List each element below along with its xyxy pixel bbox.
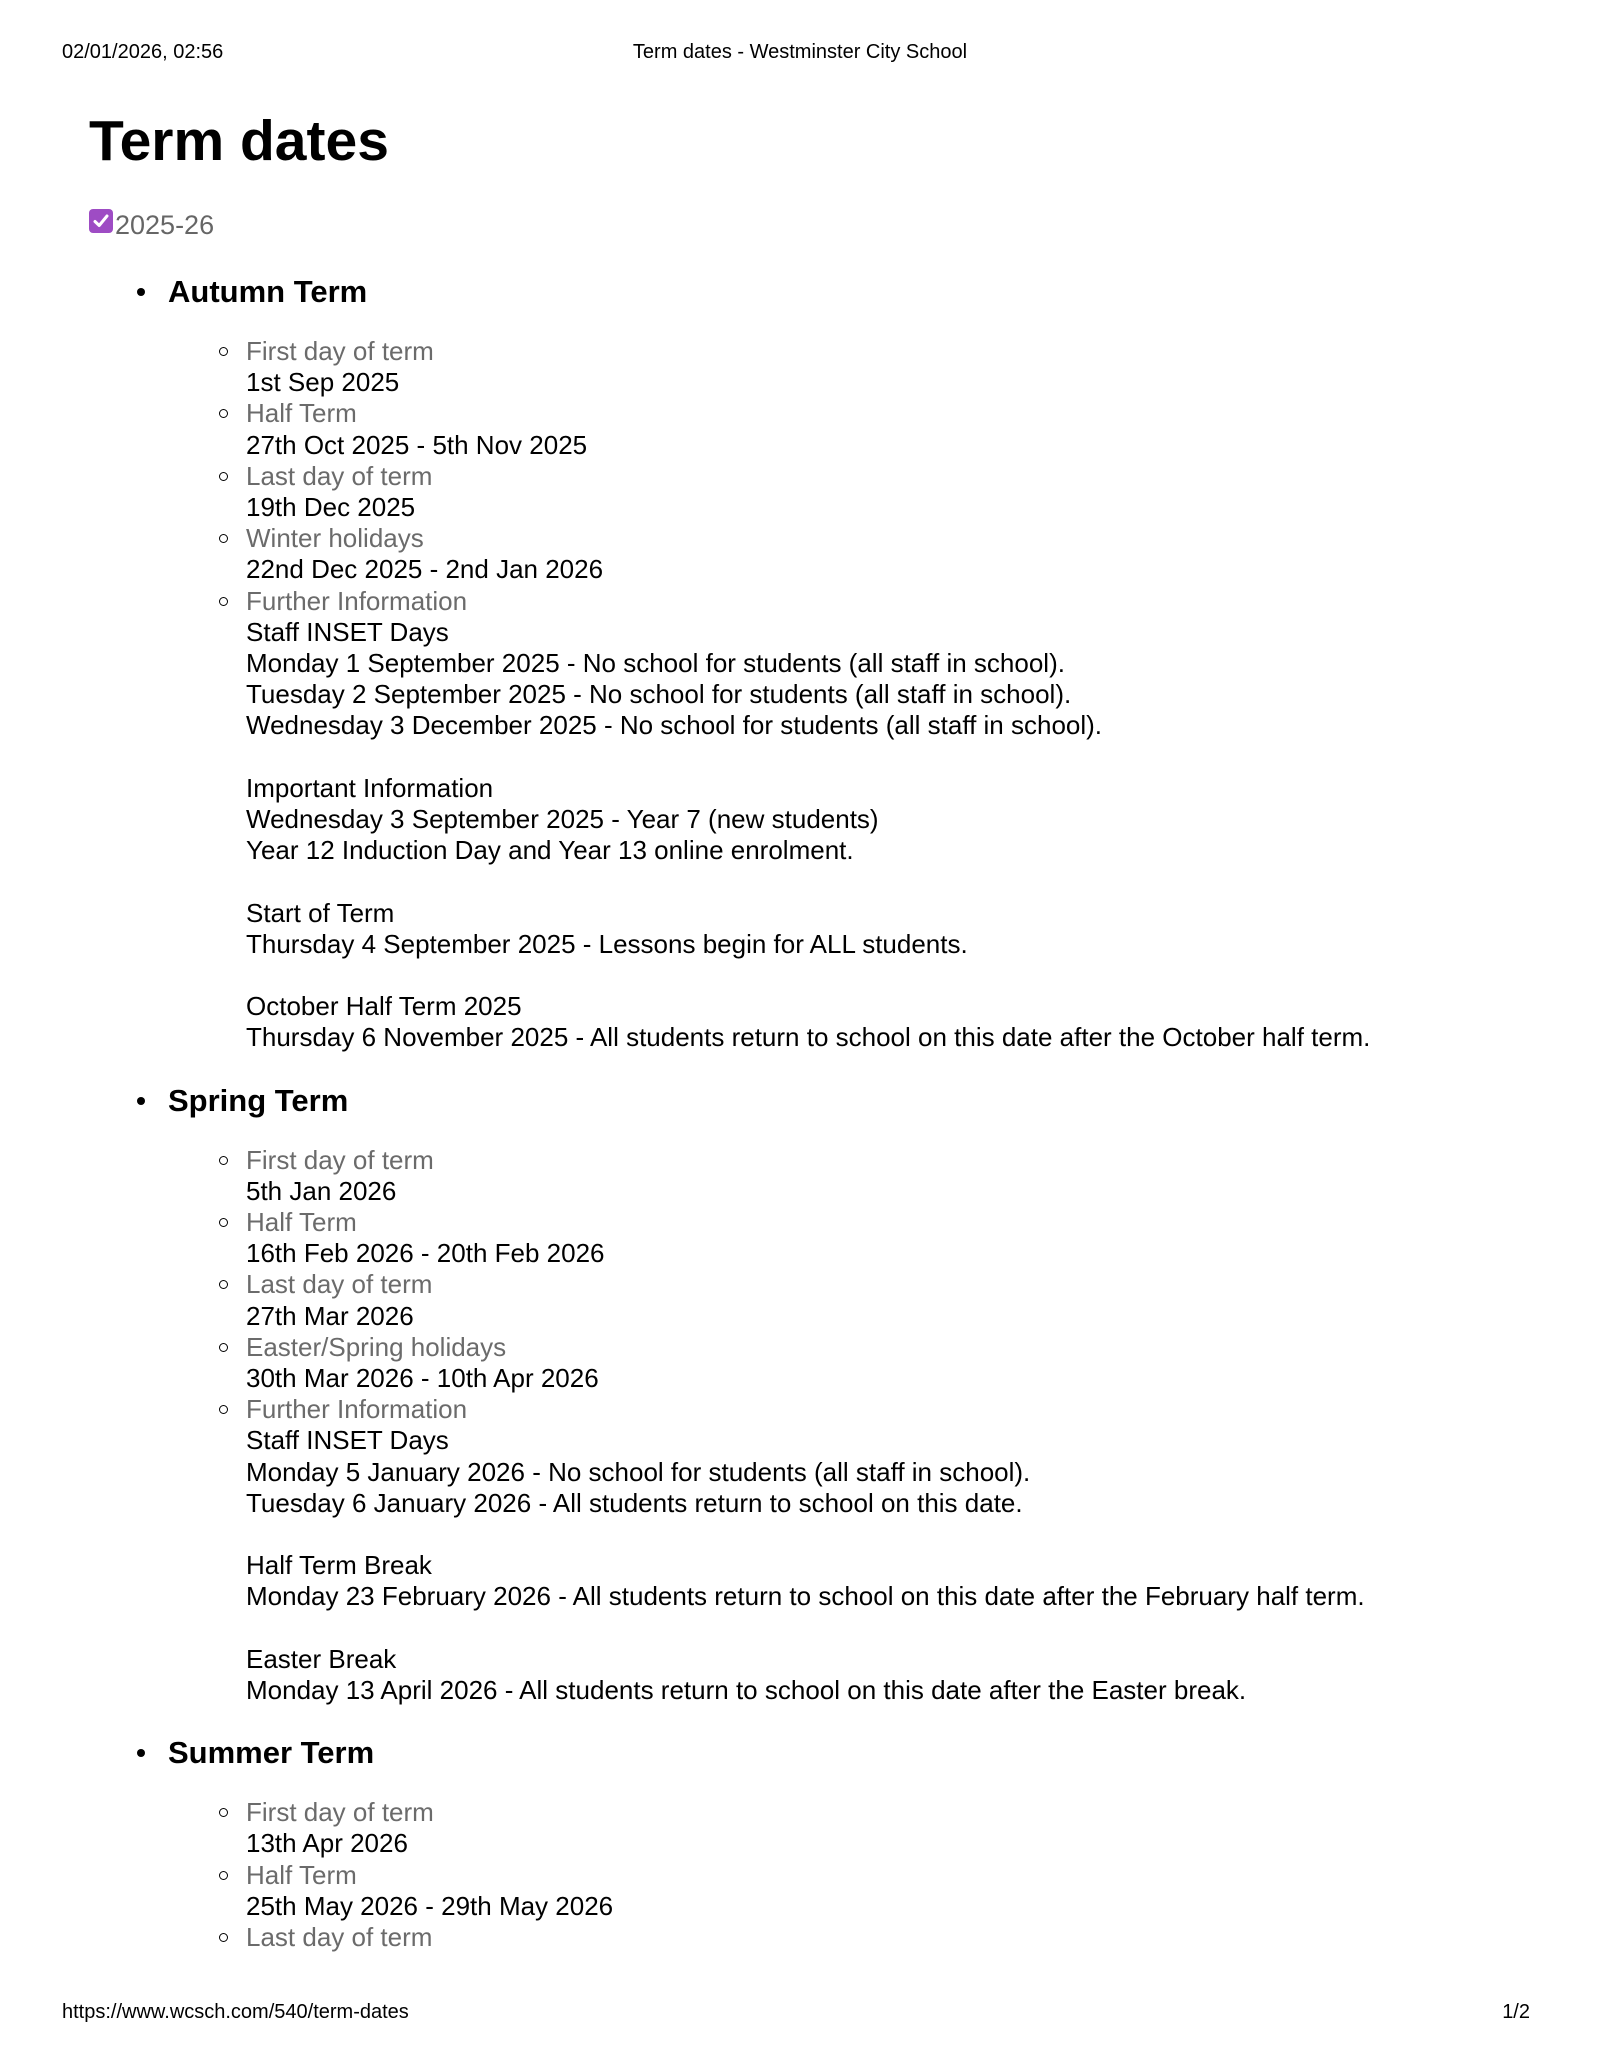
info-line: Wednesday 3 September 2025 - Year 7 (new students) [246, 804, 879, 835]
info-line [246, 960, 1600, 991]
item-value: 13th Apr 2026 [246, 1828, 408, 1859]
info-line [246, 1519, 1600, 1550]
bullet-icon [137, 1749, 145, 1757]
item-label: Further Information [246, 1394, 468, 1425]
year-label: 2025-26 [115, 210, 215, 240]
item-value: 1st Sep 2025 [246, 367, 400, 398]
circle-bullet-icon [219, 534, 228, 543]
term-heading [0, 1731, 1600, 1775]
info-line: Wednesday 3 December 2025 - No school for students (all staff in school). [246, 710, 1103, 741]
term-name: Spring Term [168, 1082, 349, 1118]
circle-bullet-icon [219, 1280, 228, 1289]
item-value: 22nd Dec 2025 - 2nd Jan 2026 [246, 554, 604, 585]
list-item-first-day [0, 336, 1600, 398]
list-item-holidays [0, 1332, 1600, 1394]
circle-bullet-icon [219, 472, 228, 481]
page-title: Term dates [89, 109, 389, 173]
list-item-last-day [0, 461, 1600, 523]
print-page-number: 1/2 [1502, 2001, 1530, 2023]
info-line [246, 742, 1600, 773]
item-label: Winter holidays [246, 523, 424, 554]
print-page-title: Term dates - Westminster City School [632, 41, 968, 63]
circle-bullet-icon [219, 1343, 228, 1352]
item-value: 25th May 2026 - 29th May 2026 [246, 1890, 614, 1921]
item-label: Easter/Spring holidays [246, 1331, 507, 1362]
info-line: Tuesday 6 January 2026 - All students return to school on this date. [246, 1487, 1023, 1518]
list-item-last-day [0, 1269, 1600, 1331]
info-line [246, 866, 1600, 897]
term-name: Autumn Term [168, 274, 368, 309]
info-line: Start of Term [246, 897, 395, 928]
term-name: Summer Term [168, 1735, 375, 1771]
list-item-half-term [0, 1860, 1600, 1922]
item-value: 27th Oct 2025 - 5th Nov 2025 [246, 429, 588, 460]
item-label: Last day of term [246, 1922, 433, 1953]
info-line: Year 12 Induction Day and Year 13 online enrolment. [246, 835, 854, 866]
item-value: 27th Mar 2026 [246, 1300, 414, 1331]
list-item-first-day [0, 1797, 1600, 1859]
circle-bullet-icon [219, 597, 228, 606]
checkbox-checked-icon[interactable] [89, 209, 113, 233]
item-label: First day of term [246, 1797, 434, 1828]
item-label: Last day of term [246, 1269, 433, 1300]
item-value: 19th Dec 2025 [246, 492, 416, 523]
term-heading [0, 270, 1600, 314]
list-item-further-info [0, 1394, 1600, 1706]
list-item-half-term [0, 1207, 1600, 1269]
item-label: First day of term [246, 336, 434, 366]
info-line: Easter Break [246, 1643, 397, 1674]
item-label: Last day of term [246, 460, 433, 491]
list-item-half-term [0, 398, 1600, 460]
item-value: 5th Jan 2026 [246, 1175, 397, 1206]
list-item-holidays [0, 523, 1600, 585]
term-spring [0, 1079, 1600, 1707]
item-label: Half Term [246, 1207, 357, 1238]
info-line: Half Term Break [246, 1550, 432, 1581]
list-item-last-day [0, 1922, 1600, 1953]
print-datetime: 02/01/2026, 02:56 [62, 41, 224, 63]
info-line [246, 1613, 1600, 1644]
info-line: Monday 5 January 2026 - No school for students (all staff in school). [246, 1456, 1031, 1487]
print-url: https://www.wcsch.com/540/term-dates [62, 2001, 409, 2023]
info-line: Monday 1 September 2025 - No school for students (all staff in school). [246, 648, 1065, 679]
term-summer [0, 1731, 1600, 1953]
circle-bullet-icon [219, 1405, 228, 1414]
info-line: October Half Term 2025 [246, 991, 522, 1022]
info-line: Monday 23 February 2026 - All students return to school on this date after the February half term. [246, 1581, 1365, 1612]
circle-bullet-icon [219, 1808, 228, 1817]
info-line: Staff INSET Days [246, 616, 449, 647]
term-autumn [0, 270, 1600, 1054]
info-line: Thursday 4 September 2025 - Lessons begin for ALL students. [246, 928, 968, 959]
circle-bullet-icon [219, 1933, 228, 1942]
bullet-icon [137, 288, 145, 296]
term-heading [0, 1079, 1600, 1123]
info-line: Thursday 6 November 2025 - All students return to school on this date after the October half term. [246, 1022, 1371, 1053]
item-label: First day of term [246, 1144, 434, 1175]
info-line: Important Information [246, 772, 494, 803]
item-label: Half Term [246, 1859, 357, 1890]
item-label: Half Term [246, 398, 357, 429]
item-value: 16th Feb 2026 - 20th Feb 2026 [246, 1238, 605, 1269]
year-toggle[interactable] [89, 208, 214, 242]
info-line: Monday 13 April 2026 - All students return to school on this date after the Easter break. [246, 1675, 1247, 1706]
list-item-first-day [0, 1145, 1600, 1207]
circle-bullet-icon [219, 1218, 228, 1227]
list-item-further-info [0, 586, 1600, 1054]
bullet-icon [137, 1097, 145, 1105]
circle-bullet-icon [219, 1871, 228, 1880]
circle-bullet-icon [219, 347, 228, 356]
item-value: 30th Mar 2026 - 10th Apr 2026 [246, 1363, 599, 1394]
item-label: Further Information [246, 585, 468, 616]
circle-bullet-icon [219, 409, 228, 418]
info-line: Staff INSET Days [246, 1425, 449, 1456]
circle-bullet-icon [219, 1156, 228, 1165]
info-line: Tuesday 2 September 2025 - No school for students (all staff in school). [246, 679, 1072, 710]
terms-list [0, 270, 1600, 1953]
